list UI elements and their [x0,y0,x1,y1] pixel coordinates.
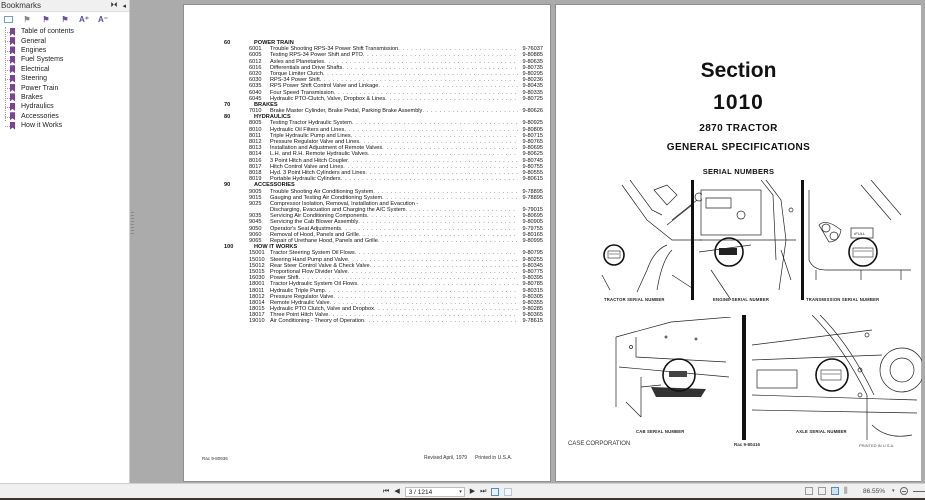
figure-cab-serial [611,317,731,422]
toc-section-number: 100 [224,244,234,251]
toc-code: 9050 [249,225,262,232]
bookmark-hydraulics[interactable] [4,102,129,111]
go-forward-view-icon[interactable] [504,488,512,496]
rac-number: Rac 9-80416 [734,442,761,447]
toc-page-ref: 9-80626 [522,108,543,115]
toc-text: Gauging and Testing Air Conditioning System . . . [270,195,518,201]
toc-page-ref: 9-78615 [522,318,543,325]
toc-code: 6005 [249,52,262,59]
toc-code: 18001 [249,281,265,288]
toc-code: 8018 [249,169,262,176]
toc-page-ref: 9-80775 [522,268,543,275]
toc-code: 8019 [249,176,262,183]
toc-text: Remote Hydraulic Valve . . . [270,300,518,306]
zoom-out-icon[interactable] [900,487,908,495]
toc-code: 18012 [249,293,265,300]
toc-section-number: 90 [224,182,231,189]
bookmark-label: How it Works [21,122,63,130]
toc-page-ref: 9-80305 [522,293,543,300]
figure-cab-caption-wrap [636,429,716,437]
toc-code: 8005 [249,120,262,127]
toc-text: Hitch Control Valve and Lines . . . [270,164,518,170]
toc-text: Testing RPS-34 Power Shift and PTO . . . [270,52,518,58]
toc-code: 8011 [249,132,262,139]
options-icon[interactable] [4,16,13,23]
caption-tractor-serial: TRACTOR SERIAL NUMBER [604,297,665,302]
toc-page-ref: 9-80765 [522,139,543,145]
toc-text: Operator's Seat Adjustments . . . [270,226,518,232]
toc-page-ref: 9-80995 [522,238,543,244]
toc-section-title: HOW IT WORKS [254,244,298,251]
bookmark-label: General [21,37,46,45]
toc-page-ref: 9-80295 [522,70,543,77]
toc-code: 18014 [249,299,265,306]
toc-code: 7010 [249,108,262,115]
toc-text: Removal of Hood, Panels and Grille . . . [270,232,518,238]
toc-text: Servicing the Cab Blower Assembly . . . [270,219,518,225]
toc-page-ref: 9-79755 [522,225,543,232]
toc-section-number: 60 [224,40,231,46]
toc-code: 8017 [249,163,262,170]
caption-axle-serial: AXLE SERIAL NUMBER [796,429,847,434]
bookmarks-tree [0,27,129,130]
toc-page-ref: 9-80925 [522,120,543,127]
toc-code: 6016 [249,64,262,71]
bookmark-power-train[interactable] [4,83,129,92]
toc-text: Steering Hand Pump and Valve . . . [270,257,518,263]
bookmark-engines[interactable] [4,46,129,55]
toc-text: Four Speed Transmission . . . [270,90,518,96]
bookmark-icon [10,84,15,92]
bookmark-label: Steering [21,75,48,83]
toc-text: Power Shift . . . [270,275,518,281]
toc-page-ref: 9-79015 [522,207,543,214]
page-navigation [383,487,512,497]
toc-text: Pressure Regulator Valve . . . [270,294,518,300]
decrease-font-icon[interactable]: A⁻ [98,15,108,24]
zoom-slider[interactable] [913,491,925,492]
toc-code: 9060 [249,231,262,238]
bookmark-icon [10,93,15,101]
toc-page-ref: 9-80625 [522,151,543,158]
figure-axle-caption-wrap [796,429,886,437]
toc-code: 8013 [249,145,262,152]
tractor-drawing-icon [592,180,702,295]
toc-text: RPS-34 Power Shift . . . [270,77,518,83]
close-panel-icon[interactable]: ◂ [122,2,126,10]
toc-text: Tractor Steering System Oil Flows . . . [270,250,518,256]
toc-page-ref: 9-80635 [522,58,543,65]
caption-engine-serial: ENGINE SERIAL NUMBER [713,297,770,302]
figure-tractor-serial [592,180,702,295]
bookmark-label: Accessories [21,112,59,120]
toc-section-title: POWER TRAIN [254,40,294,46]
figure-engine-serial [691,180,803,300]
page-number-value: 3 / 1214 [408,488,433,496]
toc-page-ref: 9-80745 [522,157,543,164]
bookmark-steering[interactable] [4,74,129,83]
printed-in: Printed in U.S.A. [475,455,513,461]
bookmark-accessories[interactable] [4,112,129,121]
toc-text: 3 Point Hitch and Hitch Coupler . . . [270,158,518,164]
toc-code: 6030 [249,77,262,84]
section-label: Section [700,59,777,82]
toc-text: Rear Steer Control Valve & Check Valve . . . [270,263,518,269]
toc-text: Pressure Regulator Valve and Lines . . . [270,139,518,145]
bookmark-label: Fuel Systems [21,56,64,64]
toc-text: Air Conditioning - Theory of Operation . . . [270,318,518,324]
bookmark-icon [10,75,15,83]
toc-page-ref: 9-80335 [522,89,543,96]
bookmark-how-it-works[interactable] [4,121,129,130]
transmission-drawing-icon [801,180,919,300]
toc-text: Hydraulic PTO-Clutch, Valve, Dropbox & Lines . . . [270,96,518,102]
toc-text: Testing Tractor Hydraulic System . . . [270,120,518,126]
first-page-button[interactable]: ⏮ [383,488,390,495]
toc-text: Hyd. 3 Point Hitch Cylinders and Lines . . . [270,170,518,176]
panel-splitter[interactable] [130,0,136,483]
toc-page-ref: 9-78895 [522,194,543,201]
toc-section-title: BRAKES [254,101,278,108]
continuous-facing-view-icon[interactable]: ⫼ [844,486,848,495]
toc-code: 8014 [249,151,262,158]
splitter-grip-icon [131,212,134,234]
toc-page-ref: 9-80355 [522,299,543,306]
toc-text: Portable Hydraulic Cylinders . . . [270,176,518,182]
toc-text: Repair of Urethane Hood, Panels and Grille . . . [270,238,518,244]
engine-drawing-icon [691,180,803,300]
toc-code: 9035 [249,213,262,220]
toc-code: 15001 [249,250,265,257]
go-back-view-icon[interactable] [491,488,499,496]
toc-code: 15015 [249,268,265,275]
toc-row [184,318,552,324]
toc-page-ref: 9-80805 [522,126,543,133]
toc-code: 6001 [249,46,262,53]
caption-transmission-serial: TRANSMISSION SERIAL NUMBER [806,297,880,302]
bookmark-label: Engines [21,46,47,54]
toc-code: 9065 [249,238,262,244]
bookmarks-panel [0,0,130,483]
toc-code: 9025 [249,200,262,207]
bookmark-brakes[interactable] [4,93,129,102]
toc-text: L.H. and R.H. Remote Hydraulic Valves . . . [270,151,518,157]
toc-page-ref: 9-80715 [522,132,543,139]
single-page-view-icon[interactable] [805,487,813,495]
spec-title: GENERAL SPECIFICATIONS [666,142,811,153]
pdf-page-left [183,4,551,482]
figure-transmission-caption-wrap [806,297,922,305]
revised-date: Revised April, 1979 [424,455,468,461]
toc-page-ref: 9-80395 [522,275,543,282]
toc-code: 8010 [249,126,262,133]
zoom-dropdown-icon[interactable]: ▾ [892,488,895,494]
toc-page-ref: 9-80435 [522,83,543,90]
toc-page-ref: 9-80345 [522,262,543,269]
toc-page-ref: 9-80735 [522,64,543,71]
toc-page-ref: 9-80885 [522,52,543,59]
toc-page-ref: 9-80236 [522,77,543,84]
bookmark-label: Table of contents [21,28,74,36]
toc-page-ref: 9-80255 [522,256,543,263]
toc-text: Proportional Flow Divider Valve . . . [270,269,518,275]
toc-code: 6012 [249,58,262,65]
toc-page-ref: 9-80315 [522,287,543,294]
toc-section-number: 70 [224,101,231,108]
toc-page-ref: 9-80755 [522,163,543,170]
serial-numbers-title: SERIAL NUMBERS [702,167,775,176]
toc-text: Discharging, Evacuation and Charging the A/C System . . . [270,207,518,213]
toc-page-ref: 9-80285 [522,306,543,313]
toc-section-number: 80 [224,114,231,121]
toc-code: 19010 [249,318,265,325]
bookmark-icon [10,65,15,73]
bookmark-icon [10,56,15,64]
delete-bookmark-icon[interactable]: ⚑ [61,15,69,24]
previous-page-button[interactable]: ◀ [394,488,400,495]
company-name: CASE CORPORATION [568,441,631,447]
bookmarks-toolbar [0,12,129,27]
toc-code: 6045 [249,95,262,102]
zoom-level[interactable]: 86.55% [863,487,886,495]
toc-code: 9015 [249,194,262,201]
dropdown-arrow-icon[interactable]: ▾ [459,489,462,495]
toc-code: 9005 [249,188,262,195]
bookmark-label: Power Train [21,84,59,92]
toc-code: 15010 [249,256,265,263]
caption-cab-serial: CAB SERIAL NUMBER [636,429,685,434]
full-label: •FULL [854,231,866,236]
toc-code: 6020 [249,70,262,77]
bookmark-icon [10,37,15,45]
bookmark-label: Brakes [21,93,43,101]
toc-text: Hydraulic Triple Pump . . . [270,288,518,294]
toc-page-ref: 9-76037 [522,46,543,53]
toc-code: 9045 [249,219,262,226]
toc-page-ref: 9-80615 [522,176,543,183]
bookmark-fuel-systems[interactable] [4,55,129,64]
increase-font-icon[interactable]: A⁺ [79,15,89,24]
add-child-bookmark-icon[interactable]: ⚑ [42,15,50,24]
toc-code: 16030 [249,275,265,282]
bookmark-label: Hydraulics [21,103,54,111]
toc-text: Hydraulic Oil Filters and Lines . . . [270,127,518,133]
bookmark-electrical[interactable] [4,65,129,74]
toc-text: Trouble Shooting Air Conditioning System . . . [270,189,518,195]
toc-code: 15012 [249,262,265,269]
bottom-toolbar [0,483,925,500]
bookmark-icon [10,28,15,36]
toc-page-ref: 9-80695 [522,145,543,152]
toc-code: 6035 [249,83,262,90]
toc-text: Servicing Air Conditioning Components . . . [270,213,518,219]
toc-section-title: HYDRAULICS [254,114,291,121]
bookmarks-title: Bookmarks [1,1,42,10]
next-page-button[interactable]: ▶ [469,488,476,495]
pdf-page-right [555,4,921,482]
collapse-panel-icon[interactable]: ⏵⏴ [110,1,118,9]
toc-text: Torque Limiter Clutch . . . [270,71,518,77]
printed-in: PRINTED IN U.S.A. [859,443,895,448]
toc-page-ref: 9-80905 [522,219,543,226]
toc-page-ref: 9-80795 [522,250,543,257]
toc-text: Axles and Planetaries . . . [270,59,518,65]
section-number: 1010 [713,91,764,114]
axle-drawing-icon [742,315,922,440]
bookmark-icon [10,46,15,54]
toc-text: Hydraulic PTO Clutch, Valve and Dropbox . . . [270,306,518,312]
toc-page-ref: 9-80555 [522,169,543,176]
toc-code: 18017 [249,312,265,319]
toc-text: Trouble Shooting RPS-34 Power Shift Transmission . . . [270,46,518,52]
toc-text: Differentials and Drive Shafts . . . [270,65,518,71]
bookmark-icon [10,103,15,111]
tractor-model: 2870 TRACTOR [699,123,778,134]
toc-page-ref: 9-80365 [522,312,543,319]
figure-transmission-serial [801,180,919,300]
toc-code: 8016 [249,157,262,164]
toc-page-ref: 9-80725 [522,95,543,102]
bookmark-icon [10,112,15,120]
bookmarks-header [0,0,129,12]
toc-code: 18015 [249,306,265,313]
toc-code: 6040 [249,89,262,96]
bookmark-label: Electrical [21,65,50,73]
toc-page-ref: 9-80165 [522,231,543,238]
toc-page-ref: 9-80695 [522,213,543,220]
page-footer-right [424,455,512,461]
toc-text: Tractor Hydraulic System Oil Flows . . . [270,281,518,287]
toc-code: 18011 [249,287,265,294]
figure-axle-serial [742,315,922,440]
new-bookmark-icon[interactable]: ⚑ [23,15,31,24]
page-number-field[interactable] [405,487,465,497]
toc-code: 8012 [249,139,262,145]
toc-text: Triple Hydraulic Pump and Lines . . . [270,133,518,139]
figure-engine-caption-wrap [713,297,803,305]
bookmark-icon [10,122,15,130]
toc-page-ref: 9-78895 [522,188,543,195]
bookmark-table-of-contents[interactable] [4,27,129,36]
toc-text: RPS Power Shift Control Valve and Linkage . . . [270,83,518,89]
continuous-view-icon[interactable] [818,487,826,495]
page-footer-rac: Rac 9-80936 [202,456,228,461]
toc-text: Installation and Adjustment of Remote Valves . . . [270,145,518,151]
toc-text: Three Point Hitch Valve . . . [270,312,518,318]
table-of-contents [184,40,552,325]
toc-section-title: ACCESSORIES [254,182,295,189]
cab-drawing-icon [611,317,731,422]
toc-text: Brake Master Cylinder, Brake Pedal, Parking Brake Assembly . . . [270,108,518,114]
view-controls [805,487,925,495]
bookmark-general[interactable] [4,36,129,45]
toc-page-ref: 9-80785 [522,281,543,288]
toc-text: Compressor Isolation, Removal, Installation and Evacution - [270,200,419,207]
facing-pages-view-icon[interactable] [831,487,839,495]
last-page-button[interactable]: ⏭ [480,488,487,495]
